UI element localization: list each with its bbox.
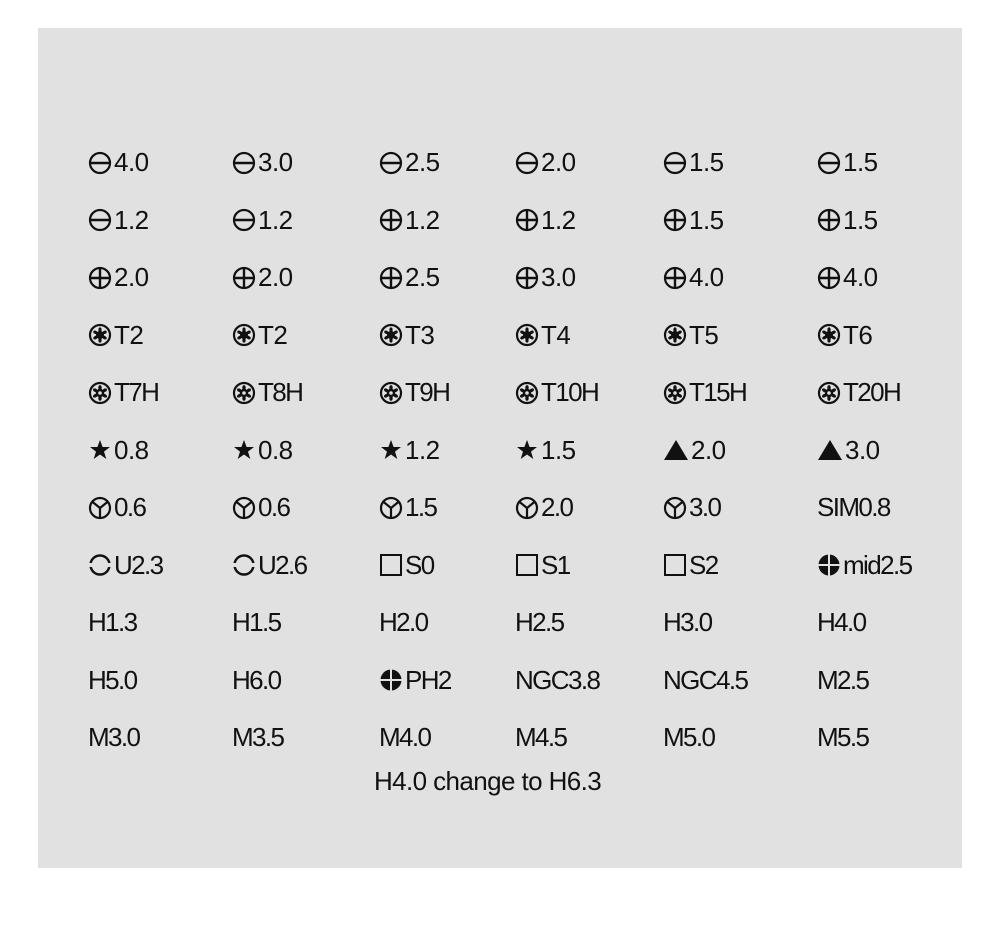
bit-entry	[515, 192, 663, 250]
bit-entry	[515, 537, 663, 595]
torx-icon	[88, 323, 112, 347]
bit-entry	[817, 364, 957, 422]
bit-entry	[515, 422, 663, 480]
bit-size-label: T10H	[541, 377, 599, 408]
phillips-icon	[232, 266, 256, 290]
torx-icon	[817, 323, 841, 347]
bit-entry	[663, 422, 817, 480]
bit-size-label: 2.0	[541, 492, 573, 523]
torx-hole-icon	[515, 381, 539, 405]
bit-size-label: M4.0	[379, 722, 431, 753]
torx-hole-icon	[817, 381, 841, 405]
phillips-icon	[515, 208, 539, 232]
bit-size-label: 0.8	[114, 434, 149, 465]
phillips-icon	[379, 208, 403, 232]
bit-size-label: 3.0	[845, 434, 880, 465]
bit-size-label: S2	[689, 549, 718, 580]
bit-size-label: NGC3.8	[515, 664, 600, 695]
bit-entry	[817, 307, 957, 365]
bit-size-label: M3.0	[88, 722, 140, 753]
bit-size-label: H3.0	[663, 607, 712, 638]
torx-hole-icon	[88, 381, 112, 405]
bit-entry	[817, 479, 957, 537]
y-tip-icon	[515, 496, 539, 520]
torx-icon	[232, 323, 256, 347]
bit-list-panel	[38, 28, 962, 868]
slotted-icon	[232, 151, 256, 175]
square-icon	[663, 553, 687, 577]
phillips-icon	[817, 208, 841, 232]
bit-entry	[663, 192, 817, 250]
bit-entry	[379, 192, 515, 250]
bit-size-label: H6.0	[232, 664, 281, 695]
bit-entry	[88, 479, 232, 537]
bit-entry	[817, 192, 957, 250]
bit-entry	[817, 422, 957, 480]
phillips-icon	[663, 266, 687, 290]
bit-size-grid	[88, 134, 957, 767]
bit-size-label: 1.2	[405, 434, 440, 465]
bit-size-label: 4.0	[843, 262, 878, 293]
bit-entry	[379, 594, 515, 652]
bit-size-label: T20H	[843, 377, 901, 408]
bit-size-label: M5.0	[663, 722, 715, 753]
bit-size-label: NGC4.5	[663, 664, 748, 695]
bit-size-label: 3.0	[541, 262, 576, 293]
bit-entry	[663, 249, 817, 307]
bit-size-label: 2.0	[114, 262, 149, 293]
bit-size-label: 0.8	[258, 434, 293, 465]
slotted-icon	[663, 151, 687, 175]
bit-size-label: M5.5	[817, 722, 869, 753]
bit-size-label: T4	[541, 319, 571, 350]
bit-size-label: 2.5	[405, 147, 440, 178]
y-tip-icon	[663, 496, 687, 520]
bit-entry	[663, 594, 817, 652]
bit-entry	[515, 364, 663, 422]
torx-hole-icon	[232, 381, 256, 405]
torx-hole-icon	[663, 381, 687, 405]
slotted-icon	[379, 151, 403, 175]
slotted-icon	[515, 151, 539, 175]
bit-entry	[817, 709, 957, 767]
bit-entry	[817, 652, 957, 710]
bit-size-label: U2.3	[114, 549, 163, 580]
bit-entry	[232, 192, 379, 250]
bit-size-label: 1.2	[258, 204, 293, 235]
slotted-icon	[88, 151, 112, 175]
bit-size-label: H5.0	[88, 664, 137, 695]
bit-size-label: T9H	[405, 377, 450, 408]
bit-size-label: 2.5	[405, 262, 440, 293]
bit-entry	[515, 652, 663, 710]
bit-entry	[817, 537, 957, 595]
bit-size-label: 3.0	[689, 492, 721, 523]
bit-entry	[232, 652, 379, 710]
bit-entry	[663, 134, 817, 192]
bit-size-label: 1.5	[541, 434, 576, 465]
bit-size-label: M2.5	[817, 664, 869, 695]
bit-size-label: T7H	[114, 377, 159, 408]
torx-hole-icon	[379, 381, 403, 405]
bit-entry	[515, 479, 663, 537]
bit-size-label: 1.2	[114, 204, 149, 235]
bit-entry	[663, 364, 817, 422]
slotted-icon	[817, 151, 841, 175]
bit-size-label: PH2	[405, 664, 451, 695]
bit-size-label: 1.5	[405, 492, 437, 523]
bit-entry	[515, 594, 663, 652]
triangle-icon	[817, 438, 843, 462]
bit-size-label: 1.5	[843, 204, 878, 235]
y-tip-icon	[232, 496, 256, 520]
bit-size-label: T3	[405, 319, 435, 350]
bit-size-label: 2.0	[541, 147, 576, 178]
bit-entry	[379, 364, 515, 422]
bit-size-label: 4.0	[689, 262, 724, 293]
bit-size-label: M4.5	[515, 722, 567, 753]
bit-size-label: T2	[114, 319, 144, 350]
bit-entry	[379, 709, 515, 767]
star-icon	[88, 438, 112, 462]
bit-entry	[88, 364, 232, 422]
phillips-icon	[88, 266, 112, 290]
bit-size-label: U2.6	[258, 549, 307, 580]
bit-size-label: 1.5	[689, 204, 724, 235]
bit-size-label: S0	[405, 549, 434, 580]
bit-entry	[232, 307, 379, 365]
bit-entry	[88, 307, 232, 365]
bit-entry	[88, 594, 232, 652]
bit-entry	[232, 422, 379, 480]
bit-size-label: 2.0	[258, 262, 293, 293]
u-shape-icon	[232, 553, 256, 577]
bit-entry	[88, 422, 232, 480]
phillips-filled-icon	[817, 553, 841, 577]
bit-size-label: 1.5	[843, 147, 878, 178]
phillips-filled-icon	[379, 668, 403, 692]
torx-icon	[379, 323, 403, 347]
y-tip-icon	[88, 496, 112, 520]
bit-size-label: 3.0	[258, 147, 293, 178]
bit-size-label: H2.5	[515, 607, 564, 638]
bit-size-label: H4.0	[817, 607, 866, 638]
bit-entry	[88, 709, 232, 767]
bit-size-label: H1.5	[232, 607, 281, 638]
bit-entry	[817, 249, 957, 307]
slotted-icon	[88, 208, 112, 232]
u-shape-icon	[88, 553, 112, 577]
bit-size-label: T6	[843, 319, 873, 350]
bit-entry	[88, 134, 232, 192]
slotted-icon	[232, 208, 256, 232]
square-icon	[379, 553, 403, 577]
bit-entry	[232, 537, 379, 595]
bit-entry	[663, 537, 817, 595]
bit-entry	[379, 422, 515, 480]
bit-entry	[817, 134, 957, 192]
bit-entry	[515, 249, 663, 307]
torx-icon	[515, 323, 539, 347]
phillips-icon	[515, 266, 539, 290]
bit-size-label: M3.5	[232, 722, 284, 753]
star-icon	[515, 438, 539, 462]
bit-entry	[88, 249, 232, 307]
bit-entry	[515, 307, 663, 365]
bit-entry	[232, 479, 379, 537]
bit-entry	[379, 652, 515, 710]
bit-size-label: T5	[689, 319, 719, 350]
bit-entry	[379, 134, 515, 192]
bit-entry	[379, 249, 515, 307]
star-icon	[379, 438, 403, 462]
star-icon	[232, 438, 256, 462]
bit-entry	[232, 709, 379, 767]
bit-entry	[88, 537, 232, 595]
bit-size-label: 0.6	[258, 492, 290, 523]
bit-entry	[663, 652, 817, 710]
bit-entry	[232, 134, 379, 192]
bit-entry	[88, 652, 232, 710]
bit-size-label: H1.3	[88, 607, 137, 638]
bit-size-label: 1.2	[541, 204, 576, 235]
bit-entry	[379, 479, 515, 537]
bit-size-label: SIM0.8	[817, 492, 890, 523]
bit-entry	[515, 134, 663, 192]
bit-size-label: mid2.5	[843, 549, 912, 580]
torx-icon	[663, 323, 687, 347]
bit-entry	[515, 709, 663, 767]
bit-size-label: 1.2	[405, 204, 440, 235]
bit-size-label: T8H	[258, 377, 303, 408]
bit-size-label: 2.0	[691, 434, 726, 465]
bit-entry	[379, 537, 515, 595]
phillips-icon	[817, 266, 841, 290]
bit-entry	[663, 479, 817, 537]
bit-size-label: 1.5	[689, 147, 724, 178]
phillips-icon	[663, 208, 687, 232]
square-icon	[515, 553, 539, 577]
footer-note: H4.0 change to H6.3	[374, 766, 602, 796]
y-tip-icon	[379, 496, 403, 520]
bit-entry	[379, 307, 515, 365]
bit-entry	[88, 192, 232, 250]
bit-size-label: 4.0	[114, 147, 149, 178]
bit-size-label: T15H	[689, 377, 747, 408]
phillips-icon	[379, 266, 403, 290]
bit-entry	[232, 594, 379, 652]
bit-entry	[663, 307, 817, 365]
bit-size-label: S1	[541, 549, 570, 580]
bit-entry	[232, 249, 379, 307]
bit-size-label: T2	[258, 319, 288, 350]
bit-entry	[817, 594, 957, 652]
bit-size-label: 0.6	[114, 492, 146, 523]
bit-size-label: H2.0	[379, 607, 428, 638]
triangle-icon	[663, 438, 689, 462]
bit-entry	[663, 709, 817, 767]
bit-entry	[232, 364, 379, 422]
